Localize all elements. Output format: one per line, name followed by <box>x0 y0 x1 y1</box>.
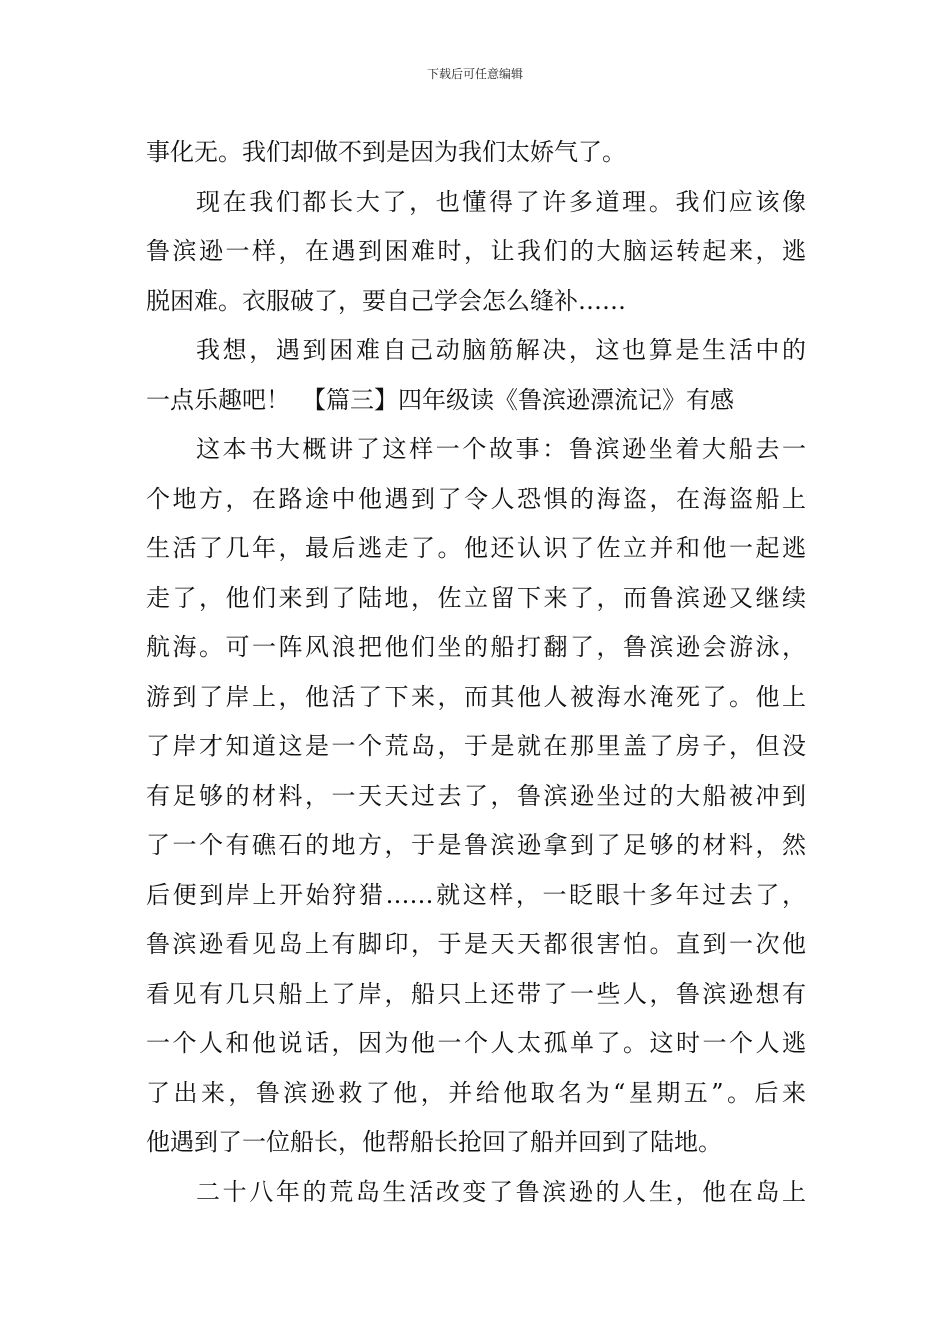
text-line: 后便到岸上开始狩猎……就这样，一眨眼十多年过去了， <box>146 880 806 909</box>
text-line: 生活了几年，最后逃走了。他还认识了佐立并和他一起逃 <box>146 534 806 562</box>
body-text <box>146 128 806 1217</box>
text-line: 这本书大概讲了这样一个故事：鲁滨逊坐着大船去一 <box>196 435 806 463</box>
text-line: 我想，遇到困难自己动脑筋解决，这也算是生活中的 <box>196 336 806 364</box>
text-line: 有足够的材料，一天天过去了，鲁滨逊坐过的大船被冲到 <box>146 781 806 810</box>
text-line: 个地方，在路途中他遇到了令人恐惧的海盗，在海盗船上 <box>146 484 806 513</box>
text-line: 一个人和他说话，因为他一个人太孤单了。这时一个人逃 <box>146 1029 806 1057</box>
text-line: 事化无。我们却做不到是因为我们太娇气了。 <box>146 138 626 166</box>
text-line: 他遇到了一位船长，他帮船长抢回了船并回到了陆地。 <box>146 1128 722 1156</box>
text-line: 了岸才知道这是一个荒岛，于是就在那里盖了房子，但没 <box>146 732 806 760</box>
text-line: 了出来，鲁滨逊救了他，并给他取名为“星期五”。后来 <box>146 1078 806 1107</box>
text-line: 走了，他们来到了陆地，佐立留下来了，而鲁滨逊又继续 <box>146 583 806 612</box>
page-header: 下载后可任意编辑 <box>426 67 523 81</box>
text-line: 航海。可一阵风浪把他们坐的船打翻了，鲁滨逊会游泳， <box>146 633 806 661</box>
text-line: 看见有几只船上了岸，船只上还带了一些人，鲁滨逊想有 <box>146 979 806 1008</box>
text-line: 二十八年的荒岛生活改变了鲁滨逊的人生，他在岛上 <box>196 1177 806 1206</box>
text-line: 现在我们都长大了，也懂得了许多道理。我们应该像 <box>196 187 806 216</box>
text-line: 一点乐趣吧！ 【篇三】四年级读《鲁滨逊漂流记》有感 <box>146 385 734 414</box>
text-line: 鲁滨逊一样，在遇到困难时，让我们的大脑运转起来，逃 <box>146 237 806 265</box>
text-line: 脱困难。衣服破了，要自己学会怎么缝补…… <box>146 286 626 315</box>
text-line: 了一个有礁石的地方，于是鲁滨逊拿到了足够的材料，然 <box>146 831 806 859</box>
text-line: 鲁滨逊看见岛上有脚印，于是天天都很害怕。直到一次他 <box>146 930 806 958</box>
text-line: 游到了岸上，他活了下来，而其他人被海水淹死了。他上 <box>146 682 806 711</box>
